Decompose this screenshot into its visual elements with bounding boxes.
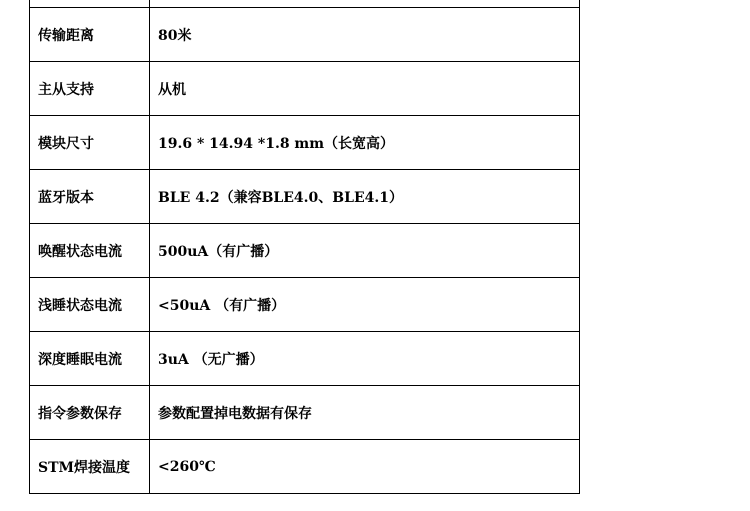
row-label: 模块尺寸 [30,116,150,170]
row-label: 主从支持 [30,62,150,116]
table-row-soldering-temperature [30,440,580,494]
table-row-bluetooth-version [30,170,580,224]
row-value: <260℃ [150,440,580,494]
row-value: 80米 [150,8,580,62]
table-row-master-slave [30,62,580,116]
row-value: 从机 [150,62,580,116]
row-label: 指令参数保存 [30,386,150,440]
table-row-partial [30,0,580,8]
row-label: 传输距离 [30,8,150,62]
row-value [150,0,580,8]
table-row-deep-sleep-current [30,332,580,386]
row-value: <50uA （有广播） [150,278,580,332]
row-label [30,0,150,8]
row-value: 500uA（有广播） [150,224,580,278]
row-value: 参数配置掉电数据有保存 [150,386,580,440]
row-label: 唤醒状态电流 [30,224,150,278]
row-value: 3uA （无广播） [150,332,580,386]
table-row-light-sleep-current [30,278,580,332]
table-row-transmission-distance [30,8,580,62]
row-label: 浅睡状态电流 [30,278,150,332]
row-value: BLE 4.2（兼容BLE4.0、BLE4.1） [150,170,580,224]
table-row-wake-current [30,224,580,278]
table-row-module-size [30,116,580,170]
row-label: 深度睡眠电流 [30,332,150,386]
table-row-parameter-save [30,386,580,440]
row-label: 蓝牙版本 [30,170,150,224]
spec-table [29,0,580,494]
row-label: STM焊接温度 [30,440,150,494]
row-value: 19.6 * 14.94 *1.8 mm（长宽高） [150,116,580,170]
